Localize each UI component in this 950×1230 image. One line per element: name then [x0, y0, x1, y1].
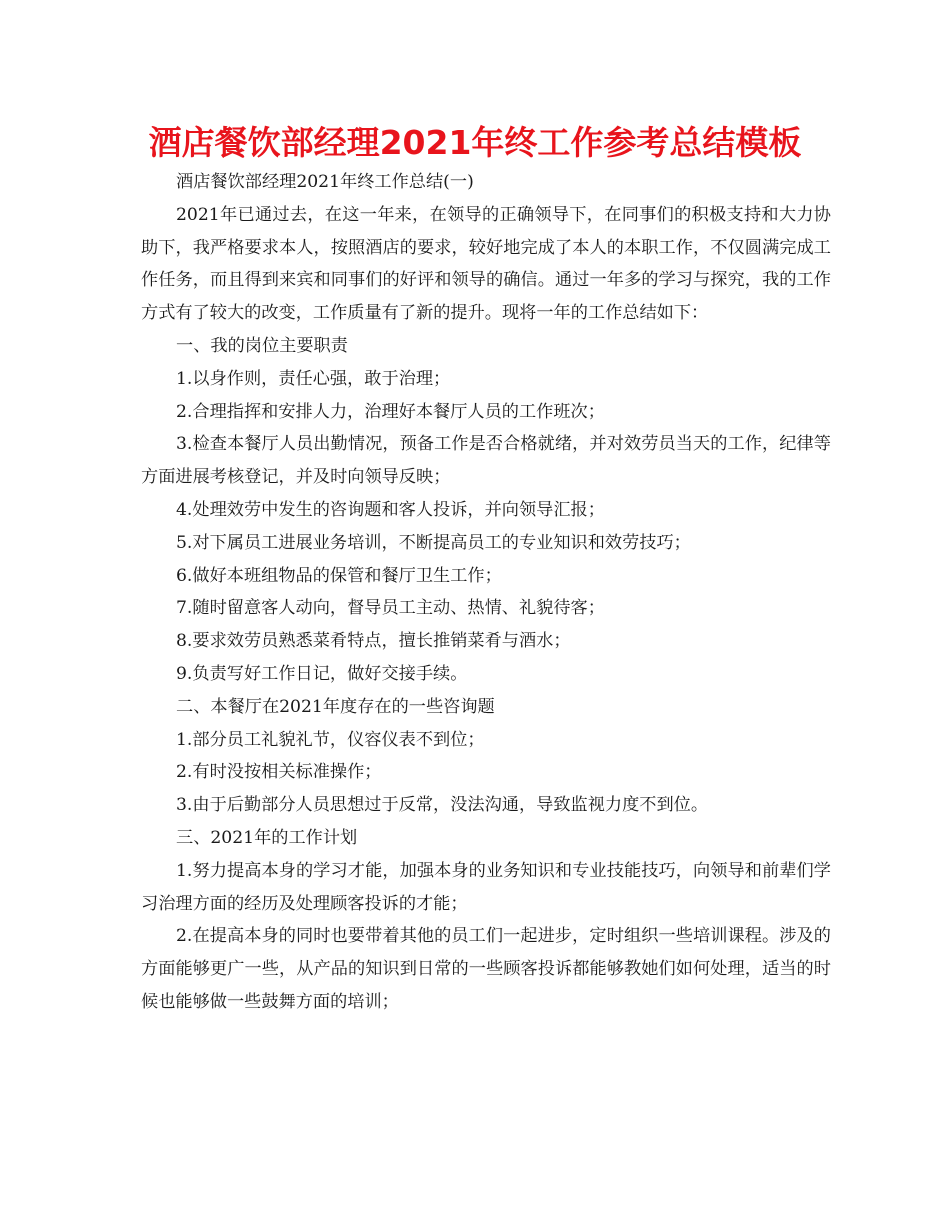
list-item: 9.负责写好工作日记，做好交接手续。 — [176, 663, 468, 684]
intro-paragraph: 2021年已通过去，在这一年来，在领导的正确领导下，在同事们的积极支持和大力协助下，我严格要求本人，按照酒店的要求，较好地完成了本人的本职工作，不仅圆满完成工作任务，而且得到来宾和同事们的好评和领导的确信。通过一年多的学习与探究，我的工作方式有了较大的改变，工作质量有了新的提升。现将一年的工作总结如下： — [141, 204, 831, 324]
list-item: 3.检查本餐厅人员出勤情况，预备工作是否合格就绪，并对效劳员当天的工作，纪律等方面进展考核登记，并及时向领导反映； — [141, 434, 831, 488]
list-item: 6.做好本班组物品的保管和餐厅卫生工作； — [176, 565, 502, 586]
list-item: 7.随时留意客人动向，督导员工主动、热情、礼貌待客； — [176, 598, 605, 619]
subtitle-paragraph: 酒店餐饮部经理2021年终工作总结(一) — [176, 172, 474, 192]
list-item: 2.有时没按相关标准操作； — [176, 762, 382, 783]
list-item: 1.努力提高本身的学习才能，加强本身的业务知识和专业技能技巧，向领导和前辈们学习治理方面的经历及处理顾客投诉的才能； — [141, 860, 831, 914]
section-heading-1: 一、我的岗位主要职责 — [176, 335, 348, 356]
list-item: 1.以身作则，责任心强，敢于治理； — [176, 368, 451, 389]
document-title: 酒店餐饮部经理2021年终工作参考总结模板 — [148, 123, 802, 162]
section-heading-2: 二、本餐厅在2021年度存在的一些咨询题 — [176, 696, 495, 717]
list-item: 2.合理指挥和安排人力，治理好本餐厅人员的工作班次； — [176, 401, 605, 422]
list-item: 8.要求效劳员熟悉菜肴特点，擅长推销菜肴与酒水； — [176, 631, 571, 652]
list-item: 1.部分员工礼貌礼节，仪容仪表不到位； — [176, 729, 485, 750]
list-item: 2.在提高本身的同时也要带着其他的员工们一起进步，定时组织一些培训课程。涉及的方面能够更广一些，从产品的知识到日常的一些顾客投诉都能够教她们如何处理，适当的时候也能够做一些鼓舞方面的培训； — [141, 926, 831, 1012]
list-item: 5.对下属员工进展业务培训，不断提高员工的专业知识和效劳技巧； — [176, 532, 691, 553]
document-body — [141, 166, 831, 1019]
list-item: 3.由于后勤部分人员思想过于反常，没法沟通，导致监视力度不到位。 — [176, 795, 709, 816]
section-heading-3: 三、2021年的工作计划 — [176, 827, 358, 848]
list-item: 4.处理效劳中发生的咨询题和客人投诉，并向领导汇报； — [176, 499, 605, 520]
